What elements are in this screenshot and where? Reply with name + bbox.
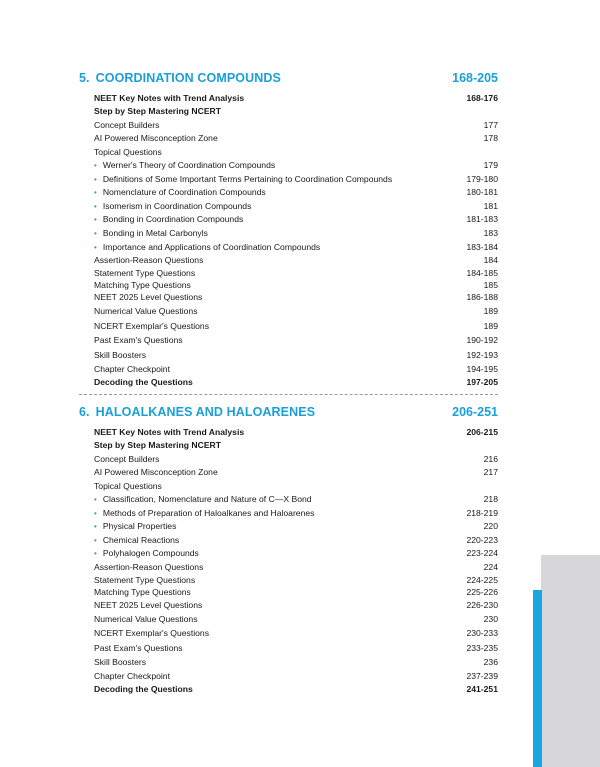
toc-subtopic-row[interactable]	[79, 506, 498, 520]
toc-entry-pages: 218	[483, 494, 498, 505]
toc-entry-pages: 183	[483, 227, 498, 238]
toc-row[interactable]	[79, 466, 498, 480]
toc-entry-label: Topical Questions	[94, 480, 162, 491]
chapter-section	[79, 405, 498, 695]
toc-entry-label: Numerical Value Questions	[94, 306, 198, 316]
toc-entry-label: • Physical Properties	[94, 521, 176, 531]
chapter-section	[79, 71, 498, 388]
toc-subtopic-row[interactable]	[79, 493, 498, 507]
toc-entry-label: NEET Key Notes with Trend Analysis	[94, 92, 245, 103]
toc-row[interactable]	[79, 254, 498, 267]
toc-subtopic-row[interactable]	[79, 240, 498, 254]
toc-entry-pages: 184	[483, 255, 498, 265]
toc-entry-label: • Classification, Nomenclature and Nature of C—X Bond	[94, 494, 312, 504]
toc-row[interactable]	[79, 291, 498, 304]
toc-entry-pages: 237-239	[466, 671, 498, 681]
toc-row[interactable]	[79, 348, 498, 362]
toc-row[interactable]	[79, 574, 498, 586]
side-accent-bar	[533, 590, 542, 767]
toc-entry-pages: 189	[483, 306, 498, 316]
toc-entry-pages: 194-195	[466, 363, 498, 374]
toc-entry-label: Skill Boosters	[94, 349, 147, 360]
toc-row[interactable]	[79, 279, 498, 291]
toc-row[interactable]	[79, 362, 498, 376]
toc-entry-label: Past Exam's Questions	[94, 335, 183, 345]
toc-entry-label: NEET 2025 Level Questions	[94, 599, 203, 610]
toc-entry-label: AI Powered Misconception Zone	[94, 467, 218, 478]
toc-entry-label: • Bonding in Coordination Compounds	[94, 214, 243, 224]
toc-row[interactable]	[79, 91, 498, 105]
toc-entry-label: NEET 2025 Level Questions	[94, 292, 203, 302]
toc-entry-label: NCERT Exemplar's Questions	[94, 320, 209, 331]
toc-entry-label: • Methods of Preparation of Haloalkanes and Haloarenes	[94, 508, 314, 518]
toc-subtopic-row[interactable]	[79, 172, 498, 186]
toc-entry-label: • Nomenclature of Coordination Compounds	[94, 187, 266, 197]
toc-entry-label: AI Powered Misconception Zone	[94, 133, 218, 144]
toc-entry-label: Numerical Value Questions	[94, 613, 198, 624]
toc-row[interactable]	[79, 267, 498, 279]
toc-row[interactable]	[79, 319, 498, 333]
chapter-page-range: 206-251	[452, 405, 498, 419]
toc-subtopic-row[interactable]	[79, 547, 498, 561]
toc-entry-label: • Chemical Reactions	[94, 535, 179, 545]
toc-row[interactable]	[79, 611, 498, 626]
toc-entry-pages: 218-219	[466, 507, 498, 518]
toc-entry-label: Skill Boosters	[94, 657, 147, 667]
toc-entry-pages: 224	[483, 562, 498, 572]
toc-entry-pages: 190-192	[466, 335, 498, 345]
toc-entry-label: • Bonding in Metal Carbonyls	[94, 228, 208, 238]
toc-entry-pages: 197-205	[466, 376, 498, 387]
chapter-heading[interactable]	[79, 405, 498, 423]
toc-entry-pages: 178	[483, 133, 498, 144]
toc-entry-label: • Werner's Theory of Coordination Compounds	[94, 160, 275, 170]
toc-entry-label: Matching Type Questions	[94, 279, 191, 290]
toc-entry-pages: 236	[483, 657, 498, 667]
toc-row[interactable]	[79, 452, 498, 466]
toc-entry-label: Statement Type Questions	[94, 575, 196, 585]
toc-entry-label: Chapter Checkpoint	[94, 363, 170, 374]
toc-entry-pages: 181	[483, 200, 498, 211]
toc-entry-label: • Polyhalogen Compounds	[94, 548, 199, 558]
toc-entry-label: Chapter Checkpoint	[94, 671, 170, 681]
toc-row[interactable]	[79, 626, 498, 640]
chapter-divider	[79, 394, 498, 395]
toc-entry-label: Decoding the Questions	[94, 376, 193, 387]
toc-row[interactable]	[79, 560, 498, 574]
toc-subtopic-row[interactable]	[79, 520, 498, 534]
chapter-title	[79, 71, 281, 85]
toc-entry-label: Concept Builders	[94, 119, 160, 130]
toc-row[interactable]	[79, 598, 498, 611]
toc-entry-label: NEET Key Notes with Trend Analysis	[94, 426, 245, 437]
toc-subtopic-row[interactable]	[79, 226, 498, 240]
chapter-page-range: 168-205	[452, 71, 498, 85]
toc-entry-pages: 206-215	[466, 426, 498, 437]
toc-entry-label: Assertion-Reason Questions	[94, 562, 204, 572]
toc-subtopic-row[interactable]	[79, 533, 498, 547]
chapter-number: 5.	[79, 71, 90, 85]
toc-subtopic-row[interactable]	[79, 213, 498, 227]
toc-entry-pages: 226-230	[466, 599, 498, 610]
toc-entry-label: • Definitions of Some Important Terms Pertaining to Coordination Compounds	[94, 174, 392, 184]
toc-row[interactable]	[79, 640, 498, 655]
toc-entry-label: Concept Builders	[94, 453, 160, 464]
toc-entry-pages: 241-251	[466, 684, 498, 694]
chapter-number: 6.	[79, 405, 90, 419]
toc-row[interactable]	[79, 118, 498, 132]
toc-entry-label: Decoding the Questions	[94, 684, 193, 694]
toc-entry-pages: 168-176	[466, 92, 498, 103]
toc-entry-pages: 230-233	[466, 628, 498, 638]
toc-entry-pages: 189	[483, 320, 498, 331]
toc-entry-pages: 179-180	[466, 173, 498, 184]
toc-entry-pages: 220	[483, 521, 498, 532]
toc-entry-pages: 223-224	[466, 548, 498, 559]
side-grey-panel	[541, 555, 600, 767]
toc-entry-pages: 217	[483, 467, 498, 478]
toc-subtopic-row[interactable]	[79, 186, 498, 200]
toc-row[interactable]	[79, 304, 498, 319]
toc-row[interactable]	[79, 655, 498, 669]
toc-entry-label: • Importance and Applications of Coordination Compounds	[94, 242, 320, 252]
toc-entry-label: Step by Step Mastering NCERT	[94, 440, 222, 451]
toc-entry-label: NCERT Exemplar's Questions	[94, 628, 209, 638]
toc-entry-pages: 233-235	[466, 642, 498, 653]
toc-entry-label: • Isomerism in Coordination Compounds	[94, 201, 251, 211]
chapter-title	[79, 405, 315, 419]
toc-entry-pages: 180-181	[466, 187, 498, 198]
toc-entry-pages: 186-188	[466, 292, 498, 302]
toc-entry-label: Matching Type Questions	[94, 587, 191, 597]
toc-entry-pages: 224-225	[466, 575, 498, 585]
toc-row[interactable]	[79, 586, 498, 598]
toc-subtopic-row[interactable]	[79, 199, 498, 213]
chapter-heading[interactable]	[79, 71, 498, 89]
toc-entry-pages: 179	[483, 160, 498, 171]
toc-entry-label: Assertion-Reason Questions	[94, 255, 204, 265]
toc-entry-label: Statement Type Questions	[94, 267, 196, 278]
toc-entry-pages: 220-223	[466, 534, 498, 545]
toc-row[interactable]	[79, 439, 498, 453]
toc-subtopic-row[interactable]	[79, 159, 498, 173]
toc-row[interactable]	[79, 132, 498, 146]
toc-entry-pages: 177	[483, 119, 498, 130]
toc-entry-label: Topical Questions	[94, 146, 162, 157]
toc-row[interactable]	[79, 425, 498, 439]
toc-entry-label: Step by Step Mastering NCERT	[94, 106, 222, 117]
chapter-name: HALOALKANES AND HALOARENES	[95, 405, 316, 419]
toc-entry-label: Past Exam's Questions	[94, 642, 183, 653]
chapter-name: COORDINATION COMPOUNDS	[95, 71, 281, 85]
toc-row[interactable]	[79, 105, 498, 119]
toc-entry-pages: 183-184	[466, 241, 498, 252]
toc-row[interactable]	[79, 333, 498, 348]
toc-entry-pages: 216	[483, 453, 498, 464]
toc-row[interactable]	[79, 479, 498, 493]
toc-row[interactable]	[79, 376, 498, 388]
toc-entry-pages: 230	[483, 613, 498, 624]
toc-row[interactable]	[79, 683, 498, 695]
toc-entry-pages: 192-193	[466, 349, 498, 360]
toc-entry-pages: 181-183	[466, 214, 498, 225]
toc-row[interactable]	[79, 669, 498, 683]
toc-entry-pages: 185	[483, 279, 498, 290]
toc-entry-pages: 184-185	[466, 267, 498, 278]
toc-row[interactable]	[79, 145, 498, 159]
toc-entry-pages: 225-226	[466, 587, 498, 597]
